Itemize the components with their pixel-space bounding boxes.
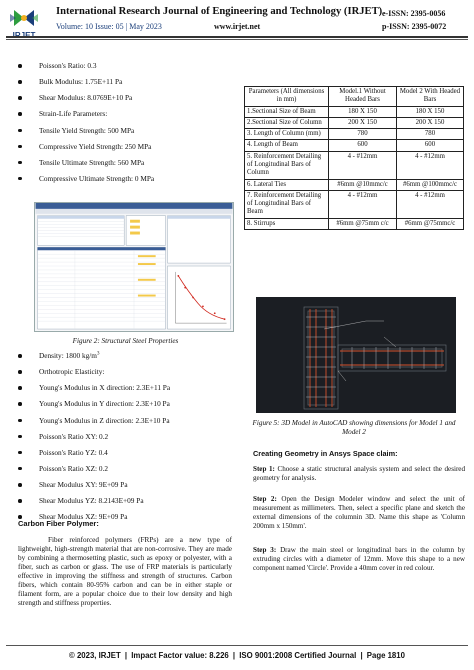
header-model-1: Model.1 Without Headed Bars [329,87,397,107]
step-3 [253,546,465,573]
row-parameter: 3. Length of Column (mm) [245,129,329,140]
volume-issue: Volume: 10 Issue: 05 | May 2023 [56,22,162,31]
header-rule [6,36,468,38]
list-item: Young's Modulus in Z direction: 2.3E+10 Pa [18,417,233,426]
e-issn: e-ISSN: 2395-0056 [382,9,446,18]
list-item: Compressive Yield Strength: 250 MPa [18,143,233,152]
row-model-2: 200 X 150 [397,117,464,128]
page-footer: © 2023, IRJET | Impact Factor value: 8.226 | ISO 9001:2008 Certified Journal | Page 1810 [69,651,405,660]
list-item: Tensile Yield Strength: 500 MPa [18,127,233,136]
footer-page-number: Page 1810 [366,651,405,660]
footer-iso: ISO 9001:2008 Certified Journal [239,651,357,660]
row-parameter: 2.Sectional Size of Column [245,117,329,128]
row-parameter: 4. Length of Beam [245,140,329,151]
list-item: Shear Modulus XY: 9E+09 Pa [18,481,233,490]
density-exponent: 3 [96,351,100,357]
carbon-fiber-paragraph: Fiber reinforced polymers (FRPs) are a new type of lightweight, high-strength material that are non-corrosive. They are made by combining a thermosetting plastic, such as epoxy or polyester, with a fiber, such as carbon or glass. The use of FRP materials is particularly effective in improving the stiffness and strength of structures. Carbon fibers, which contain 80-95% carbon and can be in either staple or filament form, are a popular choice due to their low density and high strength and stiffness properties. [18,536,232,608]
step-3-label: Step 3: [253,546,277,554]
irjet-logo [6,6,42,46]
step-2-text: Open the Design Modeler window and select the unit of measurement as millimeters. Then, select a specific plane and sketch the external dimensions of the columnin 3D. Name this shape as 'Column 200mm x 150mm'. [253,495,465,530]
carbon-properties-list [18,352,233,530]
autocad-3d-model-image [256,297,456,413]
list-item: Shear Modulus XZ: 9E+09 Pa [18,513,233,522]
table-row [245,151,464,179]
figure-5-caption: Figure 5: 3D Model in AutoCAD showing dimensions for Model 1 and Model 2 [252,419,456,436]
table-row [245,190,464,218]
list-item: Poisson's Ratio: 0.3 [18,62,233,71]
list-item: Young's Modulus in X direction: 2.3E+11 Pa [18,384,233,393]
list-item: Poisson's Ratio XY: 0.2 [18,433,233,442]
step-2 [253,495,465,531]
row-model-1: 180 X 150 [329,106,397,117]
table-row [245,117,464,128]
row-model-2: #6mm @100mmc/c [397,179,464,190]
row-model-1: 4 - #12mm [329,151,397,179]
row-model-2: 180 X 150 [397,106,464,117]
header-parameters: Parameters (All dimensions in mm) [245,87,329,107]
row-parameter: 8. Stirrups [245,218,329,229]
row-model-1: 200 X 150 [329,117,397,128]
row-parameter: 5. Reinforcement Detailing of Longitudinal Bars of Column [245,151,329,179]
structural-steel-properties-screenshot [34,202,234,332]
list-item: Strain-Life Parameters: [18,110,233,119]
row-model-2: #6mm @75mmc/c [397,218,464,229]
step-3-text: Draw the main steel or longitudinal bars in the column by extruding circles with a diameter of 12mm. Move this shape to a new component named 'Circle'. Provide a 40mm cover in red colour. [253,546,465,572]
row-model-1: #6mm @75mm c/c [329,218,397,229]
list-item: Shear Modulus: 8.0769E+10 Pa [18,94,233,103]
list-item: Tensile Ultimate Strength: 560 MPa [18,159,233,168]
model-parameters-table [244,86,464,230]
header-model-2: Model 2 With Headed Bars [397,87,464,107]
list-item: Orthotropic Elasticity: [18,368,233,377]
creating-geometry-heading: Creating Geometry in Ansys Space claim: [253,449,398,458]
row-parameter: 6. Lateral Ties [245,179,329,190]
list-item: Shear Modulus YZ: 8.2143E+09 Pa [18,497,233,506]
step-2-label: Step 2: [253,495,277,503]
row-model-1: 600 [329,140,397,151]
step-1-text: Choose a static structural analysis system and select the desired geometry for analysis. [253,465,465,482]
steel-properties-list [18,62,233,191]
table-row [245,218,464,229]
footer-impact-factor: Impact Factor value: 8.226 [131,651,229,660]
footer-rule [6,645,468,646]
row-model-2: 600 [397,140,464,151]
row-model-1: 780 [329,129,397,140]
journal-website[interactable]: www.irjet.net [214,22,261,31]
header-rule-thin [6,39,468,40]
row-parameter: 7. Reinforcement Detailing of Longitudinal Bars of Beam [245,190,329,218]
row-model-2: 4 - #12mm [397,190,464,218]
list-item: Poisson's Ratio YZ: 0.4 [18,449,233,458]
table-row [245,179,464,190]
figure-2-caption: Figure 2: Structural Steel Properties [72,337,179,345]
row-model-1: #6mm @10mmc/c [329,179,397,190]
carbon-fiber-heading: Carbon Fiber Polymer: [18,519,99,528]
density-label: Density: 1800 kg/m [39,351,97,360]
table-row [245,106,464,117]
table-header-row [245,87,464,107]
row-parameter: 1.Sectional Size of Beam [245,106,329,117]
list-item: Compressive Ultimate Strength: 0 MPa [18,175,233,184]
step-1 [253,465,465,483]
row-model-2: 4 - #12mm [397,151,464,179]
journal-title: International Research Journal of Engineering and Technology (IRJET) [56,6,383,17]
footer-copyright: © 2023, IRJET [69,651,121,660]
list-item: Bulk Modulus: 1.75E+11 Pa [18,78,233,87]
list-item: Young's Modulus in Y direction: 2.3E+10 Pa [18,400,233,409]
list-item: Poisson's Ratio XZ: 0.2 [18,465,233,474]
p-issn: p-ISSN: 2395-0072 [382,22,447,31]
table-row [245,140,464,151]
table-row [245,129,464,140]
step-1-label: Step 1: [253,465,275,473]
list-item [18,352,233,361]
row-model-1: 4 - #12mm [329,190,397,218]
row-model-2: 780 [397,129,464,140]
